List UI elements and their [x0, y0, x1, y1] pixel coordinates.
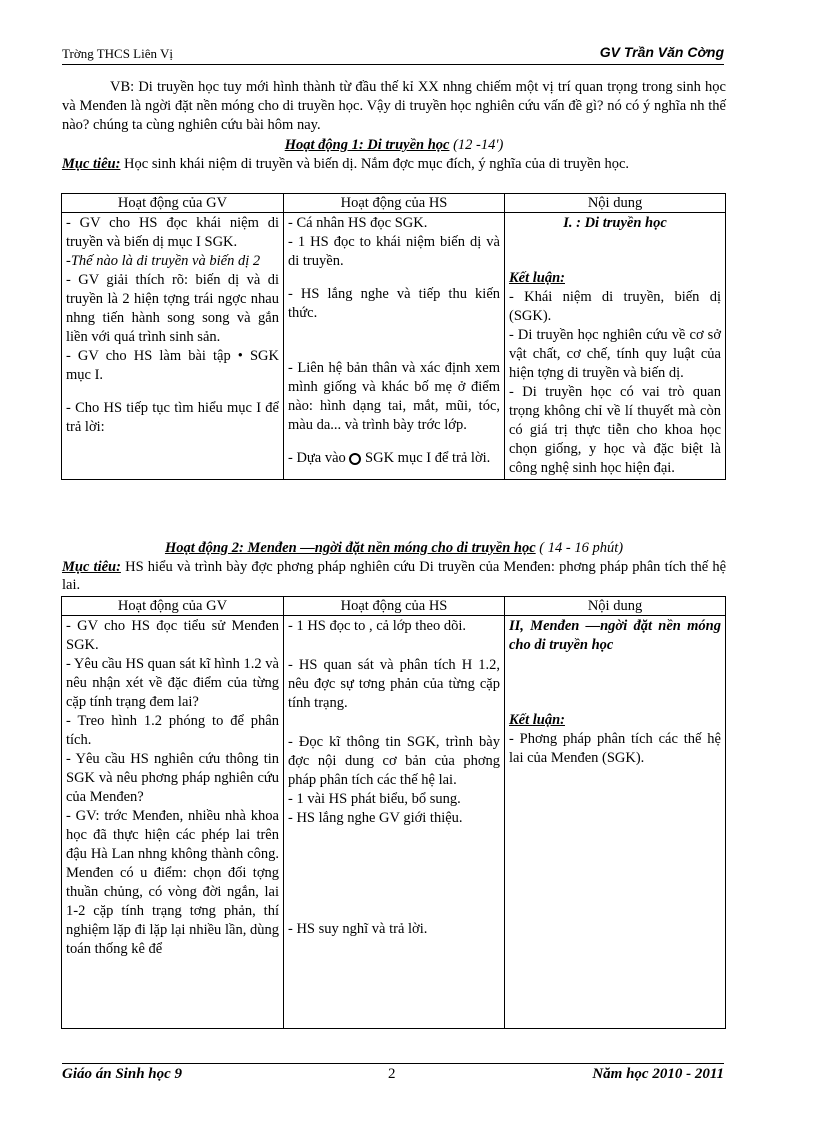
hs-cell [284, 616, 505, 1029]
hs-item: - HS lắng nghe GV giới thiệu. [288, 810, 463, 826]
gv-item: - Cho HS tiếp tục tìm hiểu mục I để trả lời: [66, 400, 279, 435]
hs-item: - HS quan sát và phân tích H 1.2, nêu đợc sự tơng phản của từng cặp tính trạng. [288, 657, 500, 711]
gv-item: - GV giải thích rõ: biến dị và di truyền là 2 hiện tợng trái ngợc nhau nhng tiến hành song song và gắn liền với quá trình sinh sản. [66, 272, 279, 345]
nd-item: - Di truyền học có vai trò quan trọng không chỉ về lí thuyết mà còn có giá trị thực tiễn cho khoa học chọn giống, y học và đặc biệt là công nghệ sinh học hiện đại. [509, 384, 721, 476]
conclusion-label: Kết luận: [509, 712, 565, 728]
col-header-gv: Hoạt động của GV [62, 597, 284, 616]
hs-item: - 1 HS đọc to , cả lớp theo dõi. [288, 618, 467, 634]
hs-item: - Đọc kĩ thông tin SGK, trình bày đợc nội dung cơ bản của phơng pháp phân tích các thế hệ lai. [288, 734, 500, 788]
hs-item-read: - Dựa vào SGK mục I để trả lời. [288, 450, 491, 466]
activity2-goal [62, 558, 726, 594]
gv-item: - Yêu cầu HS nghiên cứu thông tin SGK và nêu phơng pháp nghiên cứu của Menđen? [66, 751, 279, 805]
activity2-title [62, 540, 726, 557]
hs-item: - 1 vài HS phát biểu, bổ sung. [288, 791, 461, 807]
gv-item: - Yêu cầu HS quan sát kĩ hình 1.2 và nêu nhận xét về đặc điểm của từng cặp tính trạng đem lai? [66, 656, 279, 710]
activity1-title-text: Hoạt động 1: Di truyền học [284, 137, 450, 153]
footer-year: Năm học 2010 - 2011 [592, 1066, 724, 1082]
gv-item: - GV: trớc Menđen, nhiều nhà khoa học đã thực hiện các phép lai trên đậu Hà Lan nhng không thành công. Menđen có u điểm: chọn đối tợng thuần chủng, có vòng đời ngắn, lai 1-2 cặp tính trạng tơng phản, thí nghiệm lặp đi lặp lại nhiều lần, dùng toán thống kê để [66, 808, 279, 957]
school-name: Trờng THCS Liên Vị [62, 46, 174, 61]
gv-item: - GV cho HS đọc tiểu sử Menđen SGK. [66, 618, 279, 653]
gv-item: - GV cho HS đọc khái niệm di truyền và biến dị mục I SGK. [66, 215, 279, 250]
activity1-title [62, 137, 726, 154]
nd-heading: II, Menđen —ngời đặt nền móng cho di truyền học [509, 618, 721, 653]
gv-item: -Thế nào là di truyền và biến dị 2 [66, 253, 261, 269]
goal-text: Học sinh khái niệm di truyền và biến dị. Nắm đợc mục đích, ý nghĩa của di truyền học. [124, 156, 630, 172]
col-header-nd: Nội dung [505, 597, 726, 616]
hs-item: - Liên hệ bản thân và xác định xem mình giống và khác bố mẹ ở điểm nào: hình dạng tai, mắt, mũi, tóc, màu da... và trình bày trớc lớp. [288, 360, 500, 433]
page-header [62, 44, 724, 65]
col-header-hs: Hoạt động của HS [284, 597, 505, 616]
conclusion-label: Kết luận: [509, 270, 565, 286]
circle-bullet-icon [349, 453, 361, 465]
page-number: 2 [388, 1066, 396, 1082]
nd-item: - Khái niệm di truyền, biến dị (SGK). [509, 289, 721, 324]
hs-item: - HS suy nghĩ và trả lời. [288, 921, 428, 937]
nd-cell [505, 616, 726, 1029]
gv-item: - GV cho HS làm bài tập • SGK mục I. [66, 348, 279, 383]
goal-label: Mục tiêu: [62, 559, 121, 575]
footer-subject: Giáo án Sinh học 9 [62, 1066, 183, 1082]
hs-cell [284, 213, 505, 480]
hs-item: - HS lắng nghe và tiếp thu kiến thức. [288, 286, 500, 321]
activity1-duration: (12 -14') [453, 137, 504, 153]
activity1-goal [62, 155, 726, 173]
col-header-hs: Hoạt động của HS [284, 194, 505, 213]
nd-item: - Phơng pháp phân tích các thế hệ lai của Menđen (SGK). [509, 731, 721, 766]
hs-item: - 1 HS đọc to khái niệm biến dị và di truyền. [288, 234, 500, 269]
nd-item: - Di truyền học nghiên cứu về cơ sở vật chất, cơ chế, tính quy luật của hiện tợng di truyền và biến dị. [509, 327, 721, 381]
nd-cell [505, 213, 726, 480]
col-header-nd: Nội dung [505, 194, 726, 213]
gv-cell [62, 616, 284, 1029]
gv-cell [62, 213, 284, 480]
page-footer [62, 1063, 724, 1082]
goal-text: HS hiểu và trình bày đợc phơng pháp nghiên cứu Di truyền của Menđen: phơng pháp phân tích thế hệ lai. [62, 559, 727, 593]
hs-item: - Cá nhân HS đọc SGK. [288, 215, 428, 231]
teacher-name: GV Trần Văn Cờng [599, 44, 724, 60]
gv-item: - Treo hình 1.2 phóng to để phân tích. [66, 713, 279, 748]
nd-heading: I. : Di truyền học [563, 215, 667, 231]
activity2-table [61, 596, 726, 1029]
col-header-gv: Hoạt động của GV [62, 194, 284, 213]
activity2-title-text: Hoạt động 2: Menđen —ngời đặt nền móng cho di truyền học [164, 540, 536, 556]
activity1-table [61, 193, 726, 480]
intro-paragraph: VB: Di truyền học tuy mới hình thành từ đầu thế kỉ XX nhng chiếm một vị trí quan trọng trong sinh học và Menđen là ngời đặt nền móng cho di truyền học. Vậy di truyền học nghiên cứu vấn đề gì? nó có ý nghĩa nh thế nào? chúng ta cùng nghiên cứu bài hôm nay. [62, 79, 726, 133]
activity2-duration: ( 14 - 16 phút) [539, 540, 624, 556]
goal-label: Mục tiêu: [62, 156, 121, 172]
